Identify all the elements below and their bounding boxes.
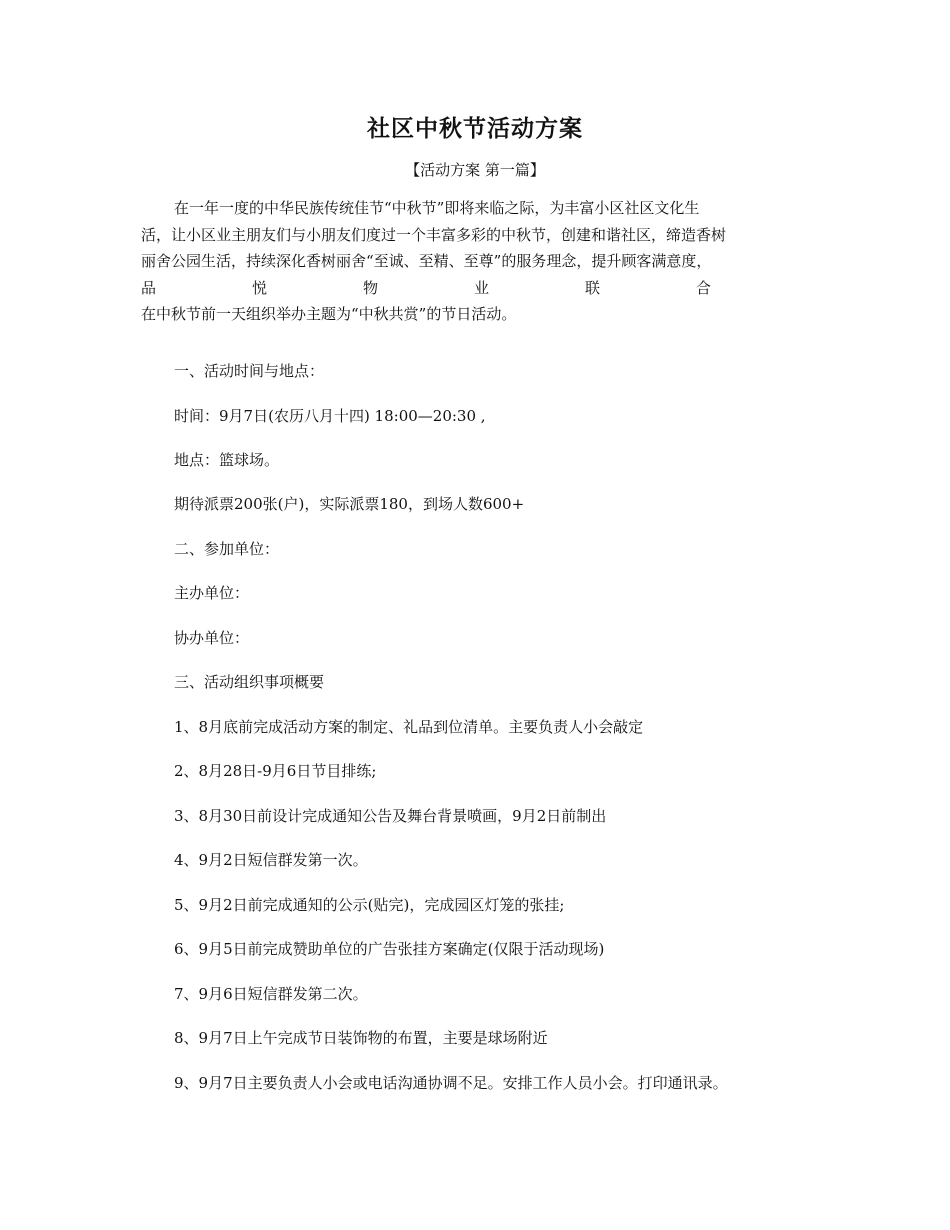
intro-char: 品	[141, 278, 157, 297]
ticket-info: 期待派票200张(户)，实际派票180，到场人数600+	[174, 495, 525, 513]
intro-char: 业	[473, 278, 489, 297]
document-title: 社区中秋节活动方案	[367, 115, 583, 142]
host-unit: 主办单位：	[174, 584, 250, 602]
event-place: 地点：篮球场。	[174, 451, 280, 469]
intro-char: 联	[584, 278, 600, 297]
intro-char: 物	[362, 278, 378, 297]
intro-line-1: 在一年一度的中华民族传统佳节“中秋节”即将来临之际，为丰富小区社区文化生	[174, 199, 700, 217]
intro-line-4	[141, 275, 711, 302]
list-item: 3、8月30日前设计完成通知公告及舞台背景喷画，9月2日前制出	[174, 807, 607, 825]
section-3-heading: 三、活动组织事项概要	[174, 673, 325, 691]
section-1-heading: 一、活动时间与地点：	[174, 362, 325, 380]
intro-char: 合	[695, 278, 711, 297]
document-subtitle: 【活动方案 第一篇】	[405, 161, 545, 179]
intro-line-3: 丽舍公园生活，持续深化香树丽舍“至诚、至精、至尊”的服务理念，提升顾客满意度，	[141, 252, 712, 270]
list-item: 8、9月7日上午完成节日装饰物的布置，主要是球场附近	[174, 1029, 548, 1047]
list-item: 9、9月7日主要负责人小会或电话沟通协调不足。安排工作人员小会。打印通讯录。	[174, 1074, 728, 1092]
list-item: 5、9月2日前完成通知的公示(贴完)，完成园区灯笼的张挂;	[174, 896, 565, 914]
list-item: 2、8月28日-9月6日节目排练;	[174, 762, 377, 780]
cohost-unit: 协办单位：	[174, 629, 250, 647]
section-2-heading: 二、参加单位：	[174, 540, 280, 558]
intro-char: 悦	[251, 278, 267, 297]
intro-line-5: 在中秋节前一天组织举办主题为“中秋共赏”的节日活动。	[141, 305, 517, 323]
list-item: 7、9月6日短信群发第二次。	[174, 985, 368, 1003]
list-item: 1、8月底前完成活动方案的制定、礼品到位清单。主要负责人小会敲定	[174, 718, 644, 736]
event-time: 时间：9月7日(农历八月十四) 18:00—20:30 ,	[174, 407, 486, 425]
intro-line-2: 活，让小区业主朋友们与小朋友们度过一个丰富多彩的中秋节，创建和谐社区，缔造香树	[141, 225, 727, 244]
list-item: 4、9月2日短信群发第一次。	[174, 851, 368, 869]
list-item: 6、9月5日前完成赞助单位的广告张挂方案确定(仅限于活动现场)	[174, 940, 605, 958]
intro-paragraph	[141, 195, 809, 328]
